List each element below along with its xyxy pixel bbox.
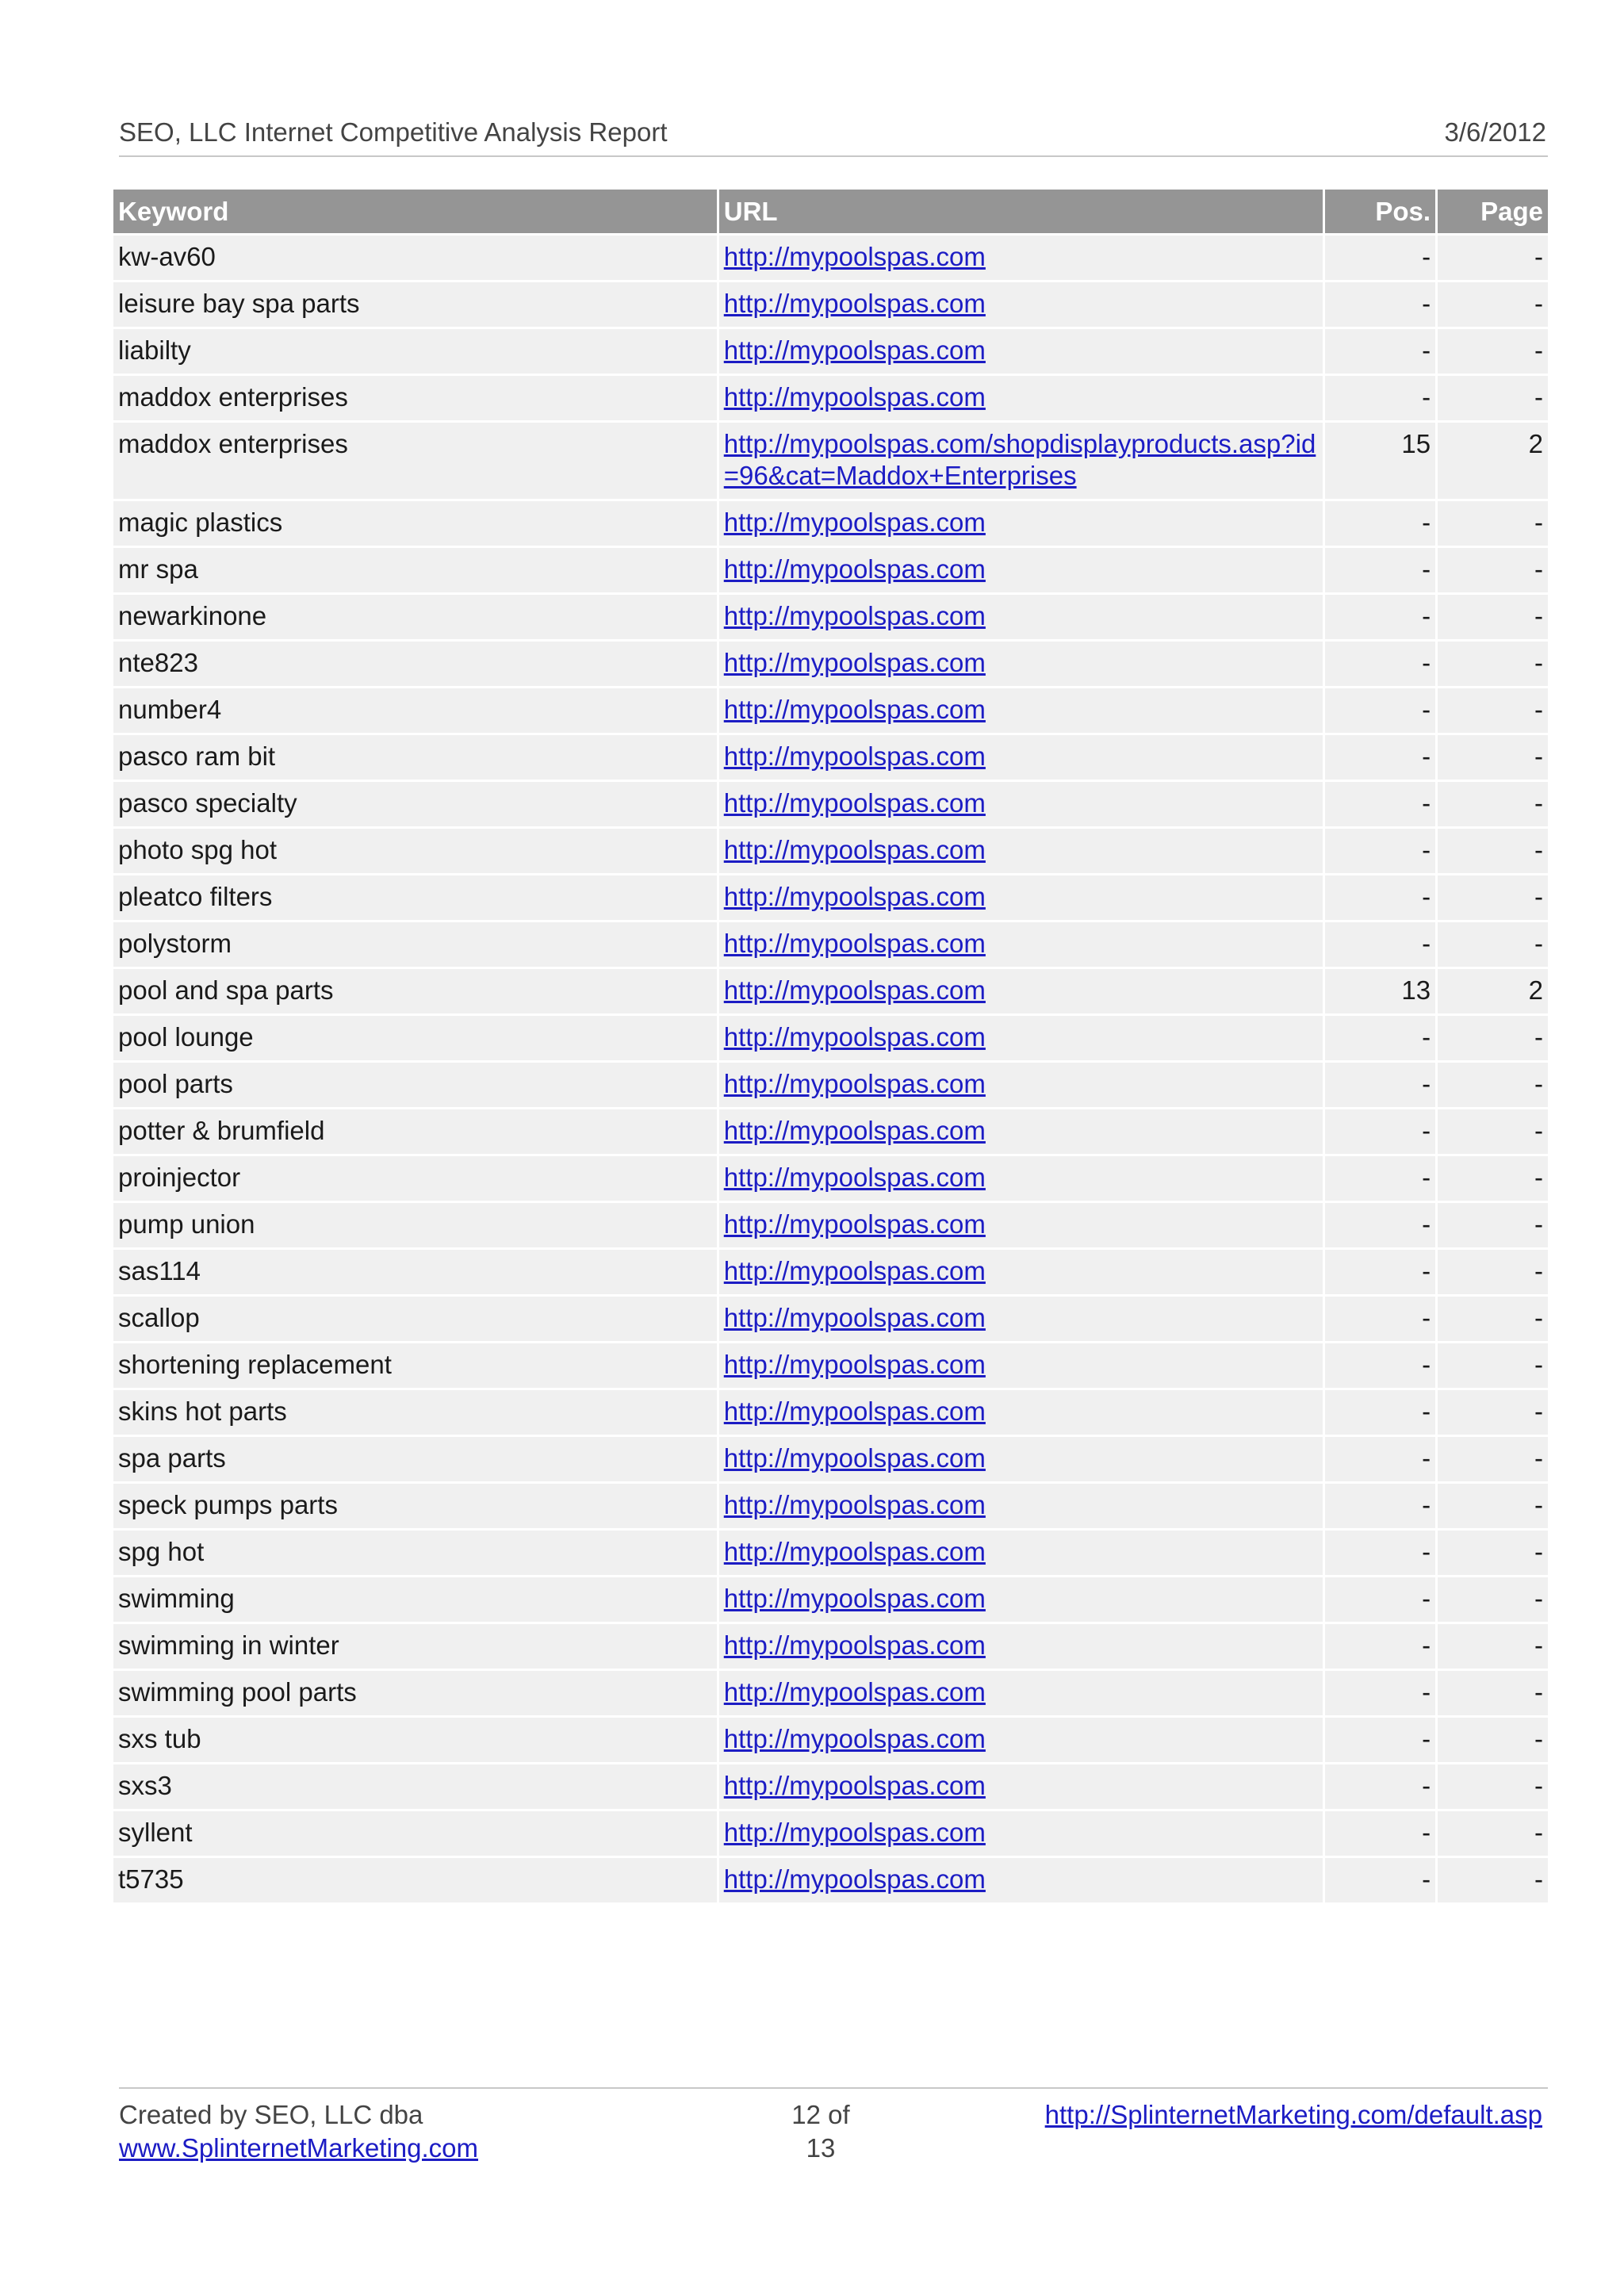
pos-cell: - [1325,282,1435,327]
url-link[interactable]: http://mypoolspas.com [723,1069,986,1098]
keyword-text: maddox enterprises [118,429,348,458]
pos-cell: - [1325,922,1435,967]
column-header-keyword: Keyword [113,190,717,233]
pos-cell: - [1325,735,1435,780]
url-cell [719,376,1323,420]
keyword-text: pool parts [118,1069,233,1098]
page-cell: - [1438,329,1548,374]
url-link[interactable]: http://mypoolspas.com [723,835,986,864]
pos-cell: - [1325,1624,1435,1669]
keyword-text: pasco specialty [118,788,297,818]
table-row [113,1390,1548,1435]
keyword-text: nte823 [118,648,198,677]
keyword-text: shortening replacement [118,1350,392,1379]
keyword-text: pool and spa parts [118,975,334,1005]
pos-cell: - [1325,595,1435,639]
table-row [113,376,1548,420]
url-cell [719,1343,1323,1388]
page-cell: - [1438,1109,1548,1154]
pos-cell: - [1325,1016,1435,1060]
keyword-cell [113,1297,717,1341]
pos-cell: - [1325,1577,1435,1622]
keyword-cell [113,1390,717,1435]
report-header [119,117,1546,148]
footer-site-link[interactable]: www.SplinternetMarketing.com [119,2133,479,2163]
page-cell: - [1438,1811,1548,1856]
keyword-cell [113,1624,717,1669]
page-cell: - [1438,688,1548,733]
keyword-text: potter & brumfield [118,1116,325,1145]
url-link[interactable]: http://mypoolspas.com [723,1116,986,1145]
keyword-cell [113,548,717,592]
url-link[interactable]: http://mypoolspas.com [723,1818,986,1847]
url-cell [719,1624,1323,1669]
table-row [113,282,1548,327]
url-link[interactable]: http://mypoolspas.com [723,554,986,584]
url-cell [719,1437,1323,1481]
page-cell: - [1438,1858,1548,1902]
pos-cell: - [1325,1063,1435,1107]
keyword-text: polystorm [118,929,232,958]
table-row [113,782,1548,826]
page-cell: - [1438,1671,1548,1715]
footer-created-by: Created by SEO, LLC dba [119,2100,423,2129]
url-link[interactable]: http://mypoolspas.com/shopdisplayproducts.asp?id=96&cat=Maddox+Enterprises [723,429,1316,490]
url-link[interactable]: http://mypoolspas.com [723,1771,986,1800]
pos-cell: - [1325,376,1435,420]
url-cell [719,548,1323,592]
table-row [113,1063,1548,1107]
keyword-cell [113,236,717,280]
keyword-text: pump union [118,1209,255,1239]
keyword-cell [113,1484,717,1528]
keyword-cell [113,1671,717,1715]
url-cell [719,642,1323,686]
table-row [113,236,1548,280]
keyword-text: pleatco filters [118,882,273,911]
url-link[interactable]: http://mypoolspas.com [723,1724,986,1753]
keyword-cell [113,1343,717,1388]
url-link[interactable]: http://mypoolspas.com [723,1537,986,1566]
pos-cell: - [1325,1297,1435,1341]
url-cell [719,1718,1323,1762]
keyword-text: leisure bay spa parts [118,289,360,318]
url-link[interactable]: http://mypoolspas.com [723,1630,986,1660]
keyword-text: skins hot parts [118,1397,287,1426]
pos-cell: - [1325,1437,1435,1481]
pos-cell: 15 [1325,423,1435,499]
keyword-text: kw-av60 [118,242,216,271]
url-cell [719,782,1323,826]
url-cell [719,595,1323,639]
keyword-text: proinjector [118,1163,241,1192]
report-title: SEO, LLC Internet Competitive Analysis Report [119,117,668,147]
page-cell: 2 [1438,969,1548,1013]
pos-cell: - [1325,1718,1435,1762]
pos-cell: - [1325,1811,1435,1856]
url-cell [719,875,1323,920]
page-cell: - [1438,1156,1548,1201]
column-header-pos: Pos. [1325,190,1435,233]
page-cell: - [1438,1063,1548,1107]
page-cell: - [1438,1764,1548,1809]
table-row [113,1437,1548,1481]
page-cell: - [1438,282,1548,327]
keyword-cell [113,1577,717,1622]
footer-divider [119,2087,1548,2089]
keyword-text: photo spg hot [118,835,277,864]
table-row [113,1016,1548,1060]
keyword-text: pool lounge [118,1022,254,1052]
table-row [113,735,1548,780]
url-link[interactable]: http://mypoolspas.com [723,1584,986,1613]
keyword-text: newarkinone [118,601,267,630]
table-row [113,969,1548,1013]
pos-cell: - [1325,236,1435,280]
page-cell: - [1438,1297,1548,1341]
table-row [113,1109,1548,1154]
url-cell [719,1390,1323,1435]
pos-cell: - [1325,1764,1435,1809]
url-cell [719,282,1323,327]
url-link[interactable]: http://mypoolspas.com [723,1209,986,1239]
pos-cell: - [1325,782,1435,826]
keyword-cell [113,735,717,780]
table-row [113,1484,1548,1528]
page-cell: - [1438,1624,1548,1669]
keyword-text: speck pumps parts [118,1490,338,1519]
keyword-text: maddox enterprises [118,382,348,412]
url-link[interactable]: http://mypoolspas.com [723,1163,986,1192]
table-row [113,1624,1548,1669]
table-row [113,548,1548,592]
keyword-text: liabilty [118,335,191,365]
page-cell: - [1438,735,1548,780]
url-link[interactable]: http://mypoolspas.com [723,975,986,1005]
table-row [113,1858,1548,1902]
url-link[interactable]: http://mypoolspas.com [723,1677,986,1707]
page-cell: - [1438,501,1548,546]
table-row [113,922,1548,967]
page-cell: - [1438,1577,1548,1622]
keyword-cell [113,1718,717,1762]
keyword-text: sxs3 [118,1771,172,1800]
url-link[interactable]: http://mypoolspas.com [723,788,986,818]
keyword-cell [113,875,717,920]
url-cell [719,922,1323,967]
url-cell [719,1203,1323,1247]
keyword-cell [113,1156,717,1201]
page-cell: - [1438,829,1548,873]
url-cell [719,969,1323,1013]
table-row [113,1671,1548,1715]
page-cell: - [1438,1250,1548,1294]
keyword-cell [113,501,717,546]
url-link[interactable]: http://mypoolspas.com [723,1397,986,1426]
url-cell [719,1531,1323,1575]
keyword-cell [113,642,717,686]
pos-cell: - [1325,642,1435,686]
url-link[interactable]: http://mypoolspas.com [723,1022,986,1052]
url-link[interactable]: http://mypoolspas.com [723,929,986,958]
keyword-cell [113,1811,717,1856]
keyword-cell [113,969,717,1013]
table-row [113,595,1548,639]
url-link[interactable]: http://mypoolspas.com [723,601,986,630]
keyword-cell [113,1203,717,1247]
pos-cell: - [1325,875,1435,920]
pos-cell: - [1325,1203,1435,1247]
pos-cell: - [1325,1858,1435,1902]
url-link[interactable]: http://mypoolspas.com [723,1256,986,1285]
keyword-text: magic plastics [118,508,283,537]
url-link[interactable]: http://mypoolspas.com [723,1490,986,1519]
keyword-text: mr spa [118,554,198,584]
table-row [113,423,1548,499]
url-cell [719,1016,1323,1060]
table-row [113,1764,1548,1809]
keyword-text: swimming [118,1584,235,1613]
page-cell: - [1438,782,1548,826]
url-cell [719,1109,1323,1154]
pos-cell: - [1325,688,1435,733]
column-header-page: Page [1438,190,1548,233]
url-link[interactable]: http://mypoolspas.com [723,1864,986,1894]
keyword-table [111,187,1550,1905]
url-cell [719,688,1323,733]
report-date: 3/6/2012 [1444,117,1546,147]
pos-cell: - [1325,1156,1435,1201]
keyword-cell [113,829,717,873]
keyword-text: swimming in winter [118,1630,339,1660]
url-link[interactable]: http://mypoolspas.com [723,882,986,911]
pos-cell: - [1325,1531,1435,1575]
url-link[interactable]: http://mypoolspas.com [723,1303,986,1332]
table-row [113,1297,1548,1341]
table-row [113,1531,1548,1575]
footer-page-total: 13 [806,2133,836,2163]
page-cell: - [1438,1718,1548,1762]
page-cell: - [1438,922,1548,967]
keyword-cell [113,1764,717,1809]
footer-credit [119,2098,478,2165]
url-cell [719,329,1323,374]
keyword-cell [113,688,717,733]
page-cell: 2 [1438,423,1548,499]
table-row [113,1343,1548,1388]
footer-default-link[interactable]: http://SplinternetMarketing.com/default.asp [1044,2100,1542,2129]
header-divider [119,155,1548,157]
pos-cell: 13 [1325,969,1435,1013]
pos-cell: - [1325,1109,1435,1154]
url-link[interactable]: http://mypoolspas.com [723,741,986,771]
url-cell [719,1764,1323,1809]
url-link[interactable]: http://mypoolspas.com [723,508,986,537]
pos-cell: - [1325,1390,1435,1435]
pos-cell: - [1325,329,1435,374]
url-cell [719,423,1323,499]
url-link[interactable]: http://mypoolspas.com [723,1443,986,1473]
table-row [113,688,1548,733]
url-link[interactable]: http://mypoolspas.com [723,382,986,412]
keyword-cell [113,1016,717,1060]
page-cell: - [1438,1343,1548,1388]
table-row [113,1577,1548,1622]
url-cell [719,1063,1323,1107]
page-cell: - [1438,1437,1548,1481]
url-cell [719,1671,1323,1715]
keyword-cell [113,1531,717,1575]
footer-page-number [785,2098,856,2165]
keyword-text: t5735 [118,1864,184,1894]
keyword-text: sas114 [118,1256,201,1285]
keyword-cell [113,329,717,374]
page-cell: - [1438,236,1548,280]
url-link[interactable]: http://mypoolspas.com [723,1350,986,1379]
page-cell: - [1438,1203,1548,1247]
table-row [113,329,1548,374]
page-cell: - [1438,642,1548,686]
table-row [113,642,1548,686]
page-cell: - [1438,595,1548,639]
table-row [113,1203,1548,1247]
keyword-cell [113,1063,717,1107]
keyword-cell [113,595,717,639]
table-row [113,1718,1548,1762]
table-row [113,501,1548,546]
keyword-cell [113,282,717,327]
keyword-cell [113,1858,717,1902]
keyword-cell [113,922,717,967]
table-row [113,875,1548,920]
url-cell [719,1858,1323,1902]
column-header-url: URL [719,190,1323,233]
keyword-text: swimming pool parts [118,1677,357,1707]
url-cell [719,1484,1323,1528]
keyword-text: pasco ram bit [118,741,276,771]
pos-cell: - [1325,1484,1435,1528]
keyword-cell [113,782,717,826]
keyword-text: spa parts [118,1443,226,1473]
page-cell: - [1438,875,1548,920]
url-cell [719,1156,1323,1201]
url-link[interactable]: http://mypoolspas.com [723,242,986,271]
url-link[interactable]: http://mypoolspas.com [723,335,986,365]
keyword-cell [113,1437,717,1481]
page-cell: - [1438,1390,1548,1435]
table-row [113,829,1548,873]
pos-cell: - [1325,1250,1435,1294]
keyword-cell [113,376,717,420]
page-cell: - [1438,1016,1548,1060]
keyword-cell [113,1109,717,1154]
footer-url [1031,2098,1542,2132]
table-row [113,1811,1548,1856]
keyword-cell [113,423,717,499]
footer-page-of: 12 of [791,2100,850,2129]
table-body [113,236,1548,1902]
page-cell: - [1438,1531,1548,1575]
keyword-text: syllent [118,1818,193,1847]
url-cell [719,501,1323,546]
pos-cell: - [1325,501,1435,546]
url-cell [719,236,1323,280]
url-link[interactable]: http://mypoolspas.com [723,695,986,724]
url-link[interactable]: http://mypoolspas.com [723,648,986,677]
page-cell: - [1438,1484,1548,1528]
url-cell [719,1577,1323,1622]
url-link[interactable]: http://mypoolspas.com [723,289,986,318]
table-row [113,1156,1548,1201]
page-cell: - [1438,548,1548,592]
pos-cell: - [1325,548,1435,592]
page-cell: - [1438,376,1548,420]
pos-cell: - [1325,829,1435,873]
keyword-text: number4 [118,695,222,724]
keyword-text: spg hot [118,1537,205,1566]
keyword-cell [113,1250,717,1294]
pos-cell: - [1325,1671,1435,1715]
keyword-text: sxs tub [118,1724,201,1753]
url-cell [719,1811,1323,1856]
pos-cell: - [1325,1343,1435,1388]
table-row [113,1250,1548,1294]
keyword-text: scallop [118,1303,200,1332]
table-header-row [113,190,1548,233]
url-cell [719,1297,1323,1341]
url-cell [719,1250,1323,1294]
url-cell [719,735,1323,780]
url-cell [719,829,1323,873]
